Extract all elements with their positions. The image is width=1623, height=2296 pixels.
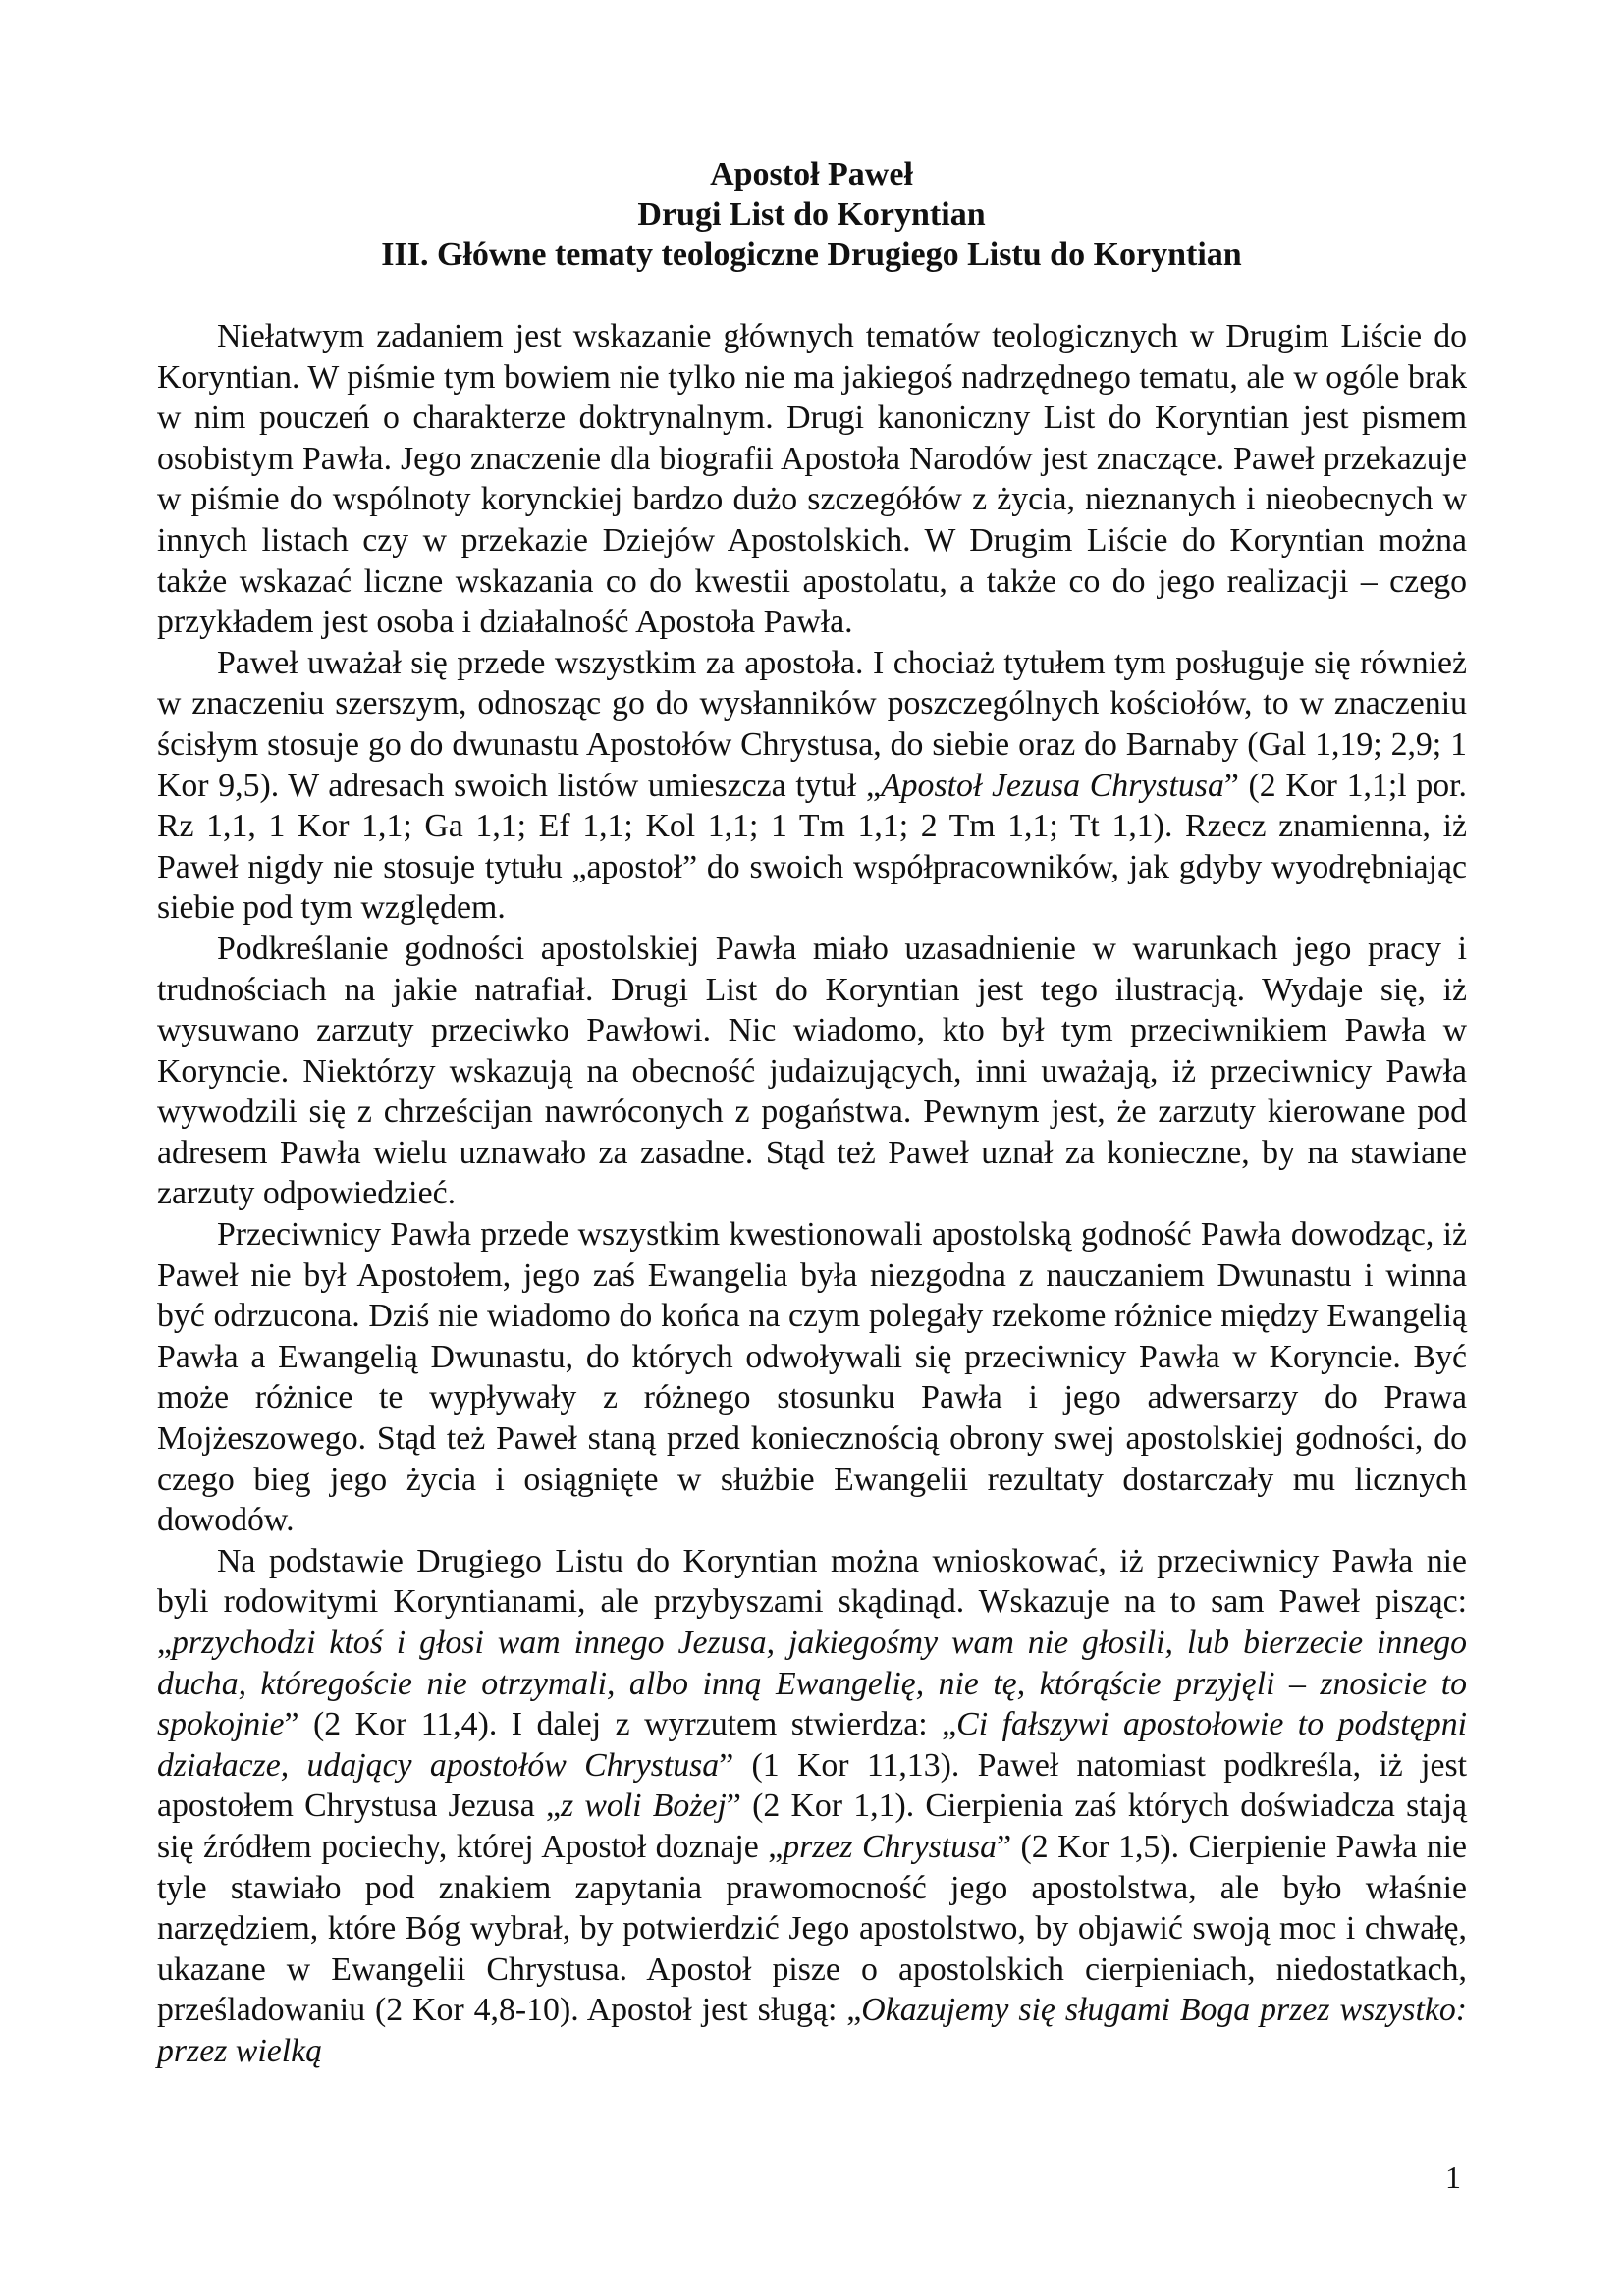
paragraph-1: Niełatwym zadaniem jest wskazanie głównych tematów teologicznych w Drugim Liście do Koryntian. W piśmie tym bowiem nie tylko nie ma jakiegoś nadrzędnego tematu, ale w ogóle brak w nim pouczeń o charakterze doktrynalnym. Drugi kanoniczny List do Koryntian jest pismem osobistym Pawła. Jego znaczenie dla biografii Apostoła Narodów jest znaczące. Paweł przekazuje w piśmie do wspólnoty korynckiej bardzo dużo szczegółów z życia, nieznanych i nieobecnych w innych listach czy w przekazie Dziejów Apostolskich. W Drugim Liście do Koryntian można także wskazać liczne wskazania co do kwestii apostolatu, a także co do jego realizacji – czego przykładem jest osoba i działalność Apostoła Pawła. xyxy=(157,318,1467,641)
title-line-book: Drugi List do Koryntian xyxy=(637,196,986,233)
title-line-chapter: III. Główne tematy teologiczne Drugiego Listu do Koryntian xyxy=(381,237,1242,273)
paragraph-3: Podkreślanie godności apostolskiej Pawła miało uzasadnienie w warunkach jego pracy i trudnościach na jakie natrafiał. Drugi List do Koryntian jest tego ilustracją. Wydaje się, iż wysuwano zarzuty przeciwko Pawłowi. Nic wiadomo, kto był tym przeciwnikiem Pawła w Koryncie. Niektórzy wskazują na obecność judaizujących, inni uważają, iż przeciwnicy Pawła wywodzili się z chrześcijan nawróconych z pogaństwa. Pewnym jest, że zarzuty kierowane pod adresem Pawła wielu uznawało za zasadne. Stąd też Paweł uznał za konieczne, by na stawiane zarzuty odpowiedzieć. xyxy=(157,930,1467,1212)
paragraph-2 xyxy=(157,643,1467,929)
paragraph-5-quote: z woli Bożej xyxy=(560,1788,727,1825)
paragraph-5-text: ” (1 Kor 11,13). Paweł natomiast podkreśla, iż jest apostołem Chrystusa Jezusa „ xyxy=(157,1746,1467,1825)
paragraph-5-text: ” (2 Kor 1,5). Cierpienie Pawła nie tyle stawiało pod znakiem zapytania prawomocność jego apostolstwa, ale było właśnie narzędziem, które Bóg wybrał, by potwierdzić Jego apostolstwo, by objawić swoją moc i chwałę, ukazane w Ewangelii Chrystusa. Apostoł pisze o apostolskich cierpieniach, niedostatkach, prześladowaniu (2 Kor 4,8-10). Apostoł jest sługą: „ xyxy=(157,1828,1467,2029)
document-body xyxy=(157,316,1467,2072)
paragraph-5-text: ” (2 Kor 1,1). Cierpienia zaś których doświadcza stają się źródłem pociechy, której Apostoł doznaje „ xyxy=(157,1788,1468,1865)
paragraph-5-text: ” (2 Kor 11,4). I dalej z wyrzutem stwierdza: „ xyxy=(284,1706,957,1743)
paragraph-2-quote: Apostoł Jezusa Chrystusa xyxy=(881,767,1224,804)
paragraph-5-quote: Okazujemy się sługami Boga przez wszystko: przez wielką xyxy=(157,1992,1467,2069)
paragraph-5-quote: przez Chrystusa xyxy=(783,1828,998,1865)
paragraph-5-quote: przychodzi ktoś i głosi wam innego Jezusa, jakiegośmy wam nie głosili, lub bierzecie innego ducha, któregoście nie otrzymali, albo inną Ewangelię, nie tę, którąście przyjęli – znosicie to spokojnie xyxy=(157,1625,1467,1743)
document-title xyxy=(0,154,1623,275)
paragraph-5 xyxy=(157,1541,1467,2072)
paragraph-4: Przeciwnicy Pawła przede wszystkim kwestionowali apostolską godność Pawła dowodząc, iż Paweł nie był Apostołem, jego zaś Ewangelia była niezgodna z nauczaniem Dwunastu i winna być odrzucona. Dziś nie wiadomo do końca na czym polegały rzekome różnice między Ewangelią Pawła a Ewangelią Dwunastu, do których odwoływali się przeciwnicy Pawła w Koryncie. Być może różnice te wypływały z różnego stosunku Pawła i jego adwersarzy do Prawa Mojżeszowego. Stąd też Paweł staną przed koniecznością obrony swej apostolskiej godności, do czego bieg jego życia i osiągnięte w służbie Ewangelii rezultaty dostarczały mu licznych dowodów. xyxy=(157,1216,1467,1539)
paragraph-5-quote: Ci fałszywi apostołowie to podstępni działacze, udający apostołów Chrystusa xyxy=(157,1706,1468,1784)
title-line-author: Apostoł Paweł xyxy=(710,156,913,192)
page-number: 1 xyxy=(1445,2160,1461,2195)
paragraph-5-text: Na podstawie Drugiego Listu do Koryntian można wnioskować, iż przeciwnicy Pawła nie byli rodowitymi Koryntianami, ale przybyszami skądinąd. Wskazuje na to sam Paweł pisząc: „ xyxy=(157,1542,1467,1661)
paragraph-2-text: ” (2 Kor 1,1;l por. Rz 1,1, 1 Kor 1,1; Ga 1,1; Ef 1,1; Kol 1,1; 1 Tm 1,1; 2 Tm 1,1; Tt 1,1). Rzecz znamienna, iż Paweł nigdy nie stosuje tytułu „apostoł” do swoich współpracowników, jak gdyby wyodrębniając siebie pod tym względem. xyxy=(157,767,1467,927)
paragraph-2-text: Paweł uważał się przede wszystkim za apostoła. I chociaż tytułem tym posługuje się również w znaczeniu szerszym, odnosząc go do wysłanników poszczególnych kościołów, to w znaczeniu ścisłym stosuje go do dwunastu Apostołów Chrystusa, do siebie oraz do Barnaby (Gal 1,19; 2,9; 1 Kor 9,5). W adresach swoich listów umieszcza tytuł „ xyxy=(157,644,1467,804)
